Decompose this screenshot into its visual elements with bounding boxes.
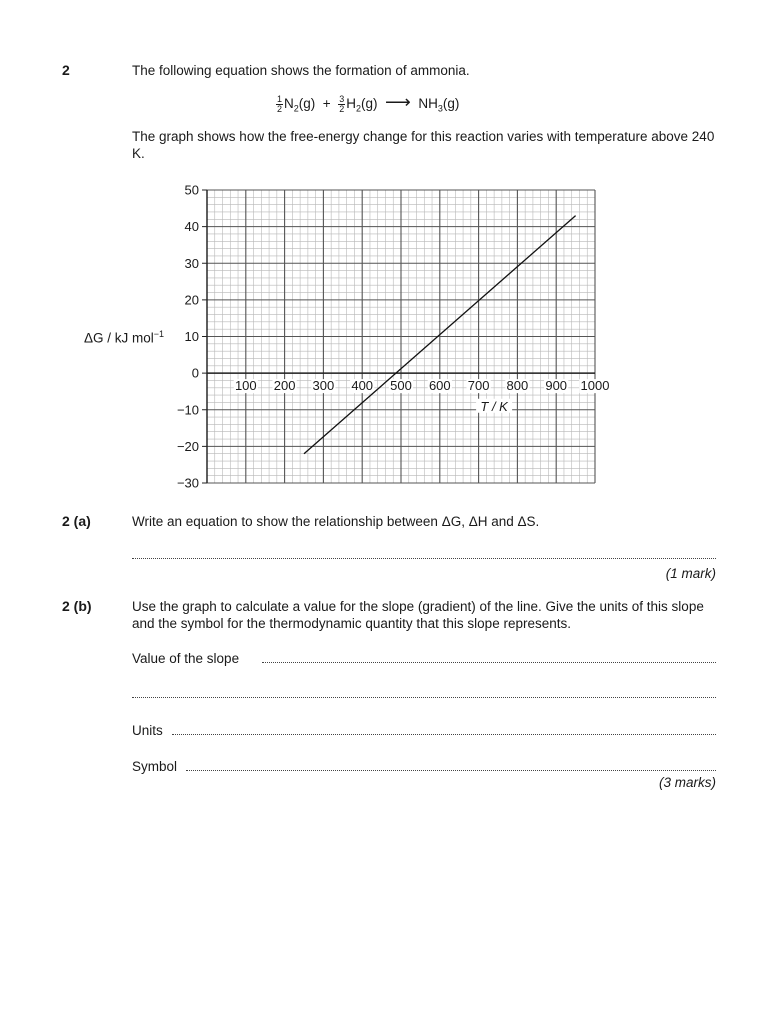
graph-intro: The graph shows how the free-energy change for this reaction varies with temperature above 240 K.	[132, 129, 715, 161]
y-tick-label: 40	[184, 219, 199, 235]
x-tick-label: 100	[234, 378, 257, 394]
part-b-label: 2 (b)	[62, 598, 92, 614]
symbol-answer-line[interactable]	[186, 770, 716, 771]
y-tick-label: −10	[176, 402, 199, 418]
question-intro: The following equation shows the formation of ammonia.	[132, 63, 470, 78]
x-axis-label: T / K	[480, 398, 508, 414]
chemical-equation: $\frac{1}{2}$ $N_2(g)$ + $\frac{3}{2}$ $H_2(g)$ ⟶ $NH_3(g)$	[277, 92, 460, 114]
part-b-marks: (3 marks)	[659, 775, 716, 790]
units-answer-line[interactable]	[172, 734, 716, 735]
y-tick-label: 30	[184, 255, 199, 271]
part-a-marks: (1 mark)	[665, 566, 716, 581]
y-tick-label: 50	[184, 182, 199, 198]
axis-ticks	[202, 190, 207, 483]
part-b-text: Use the graph to calculate a value for the slope (gradient) of the line. Give the units of this slope and the symbol for the thermodynamic quantity that this slope represents.	[132, 599, 704, 631]
x-tick-label: 600	[428, 378, 451, 394]
plus-sign: +	[322, 96, 331, 111]
x-tick-label: 400	[351, 378, 374, 394]
x-tick-label: 200	[273, 378, 296, 394]
part-a-text: Write an equation to show the relationship between ΔG, ΔH and ΔS.	[132, 514, 540, 529]
part-a-label: 2 (a)	[62, 513, 91, 529]
x-tick-label: 800	[506, 378, 529, 394]
n2-coefficient: $\frac{1}{2}$	[277, 93, 283, 114]
question-number: 2	[62, 62, 70, 78]
reaction-arrow: ⟶	[385, 92, 411, 112]
y-tick-label: 20	[184, 292, 199, 308]
x-tick-label: 300	[312, 378, 335, 394]
value-answer-line-2[interactable]	[132, 697, 716, 698]
y-tick-label: −30	[176, 475, 199, 491]
value-label: Value of the slope	[132, 651, 240, 666]
y-tick-label: 10	[184, 329, 199, 344]
x-tick-label: 500	[390, 378, 412, 394]
h2-coefficient: $\frac{3}{2}$	[339, 93, 345, 114]
x-tick-label: 700	[467, 378, 490, 394]
symbol-label: Symbol	[132, 759, 178, 774]
y-tick-label: −20	[176, 438, 199, 454]
x-tick-label: 900	[545, 378, 568, 394]
y-axis-label: ΔG / kJ mol$^{-1}$	[84, 329, 165, 346]
part-a-answer-line[interactable]	[132, 558, 716, 559]
y-tick-label: 0	[191, 365, 199, 381]
value-answer-line[interactable]	[262, 662, 716, 663]
x-tick-label: 1000	[580, 378, 610, 394]
units-label: Units	[132, 723, 163, 738]
